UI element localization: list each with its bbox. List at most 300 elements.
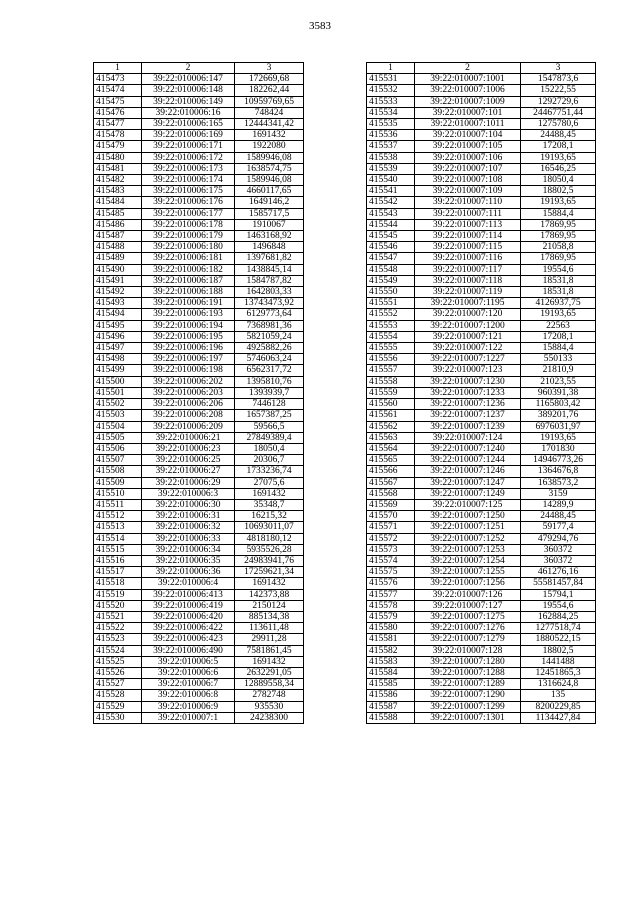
- cadastral-value-cell: 1547873,6: [521, 74, 596, 85]
- cadastral-value-cell: 24488,45: [521, 511, 596, 522]
- row-number-cell: 415530: [94, 712, 142, 723]
- cadastral-number-cell: 39:22:010006:195: [142, 331, 235, 342]
- cadastral-value-cell: 1292729,6: [521, 96, 596, 107]
- cadastral-value-cell: 18531,8: [521, 287, 596, 298]
- table-row: [94, 320, 304, 331]
- table-header-row: [94, 63, 304, 74]
- cadastral-value-cell: 15884,4: [521, 343, 596, 354]
- row-number-cell: 415547: [367, 253, 415, 264]
- row-number-cell: 415542: [367, 197, 415, 208]
- row-number-cell: 415588: [367, 712, 415, 723]
- cadastral-number-cell: 39:22:010006:29: [142, 477, 235, 488]
- cadastral-number-cell: 39:22:010007:1237: [415, 410, 521, 421]
- cadastral-number-cell: 39:22:010007:1244: [415, 455, 521, 466]
- table-row: [94, 567, 304, 578]
- cadastral-value-cell: 14289,9: [521, 499, 596, 510]
- cadastral-value-cell: 15222,55: [521, 85, 596, 96]
- cadastral-number-cell: 39:22:010006:176: [142, 197, 235, 208]
- table-row: [94, 667, 304, 678]
- cadastral-value-cell: 1657387,25: [235, 410, 304, 421]
- row-number-cell: 415558: [367, 376, 415, 387]
- table-row: [94, 455, 304, 466]
- cadastral-number-cell: 39:22:010006:171: [142, 141, 235, 152]
- row-number-cell: 415508: [94, 466, 142, 477]
- cadastral-value-cell: 1585717,5: [235, 208, 304, 219]
- row-number-cell: 415485: [94, 208, 142, 219]
- cadastral-number-cell: 39:22:010007:1006: [415, 85, 521, 96]
- cadastral-number-cell: 39:22:010007:127: [415, 600, 521, 611]
- cadastral-value-cell: 1701830: [521, 443, 596, 454]
- cadastral-value-cell: 27849389,4: [235, 432, 304, 443]
- table-row: [94, 231, 304, 242]
- row-number-cell: 415491: [94, 275, 142, 286]
- cadastral-value-cell: 2632291,05: [235, 667, 304, 678]
- cadastral-value-cell: 6129773,64: [235, 309, 304, 320]
- page-number: 3583: [309, 20, 331, 32]
- cadastral-number-cell: 39:22:010007:122: [415, 343, 521, 354]
- table-row: [367, 690, 596, 701]
- table-row: [94, 175, 304, 186]
- cadastral-number-cell: 39:22:010006:4: [142, 578, 235, 589]
- cadastral-number-cell: 39:22:010006:9: [142, 701, 235, 712]
- row-number-cell: 415569: [367, 499, 415, 510]
- table-row: [94, 712, 304, 723]
- table-row: [94, 163, 304, 174]
- table-row: [367, 567, 596, 578]
- cadastral-value-cell: 17208,1: [521, 141, 596, 152]
- cadastral-value-cell: 162884,25: [521, 611, 596, 622]
- cadastral-number-cell: 39:22:010007:121: [415, 331, 521, 342]
- row-number-cell: 415497: [94, 343, 142, 354]
- row-number-cell: 415512: [94, 511, 142, 522]
- cadastral-number-cell: 39:22:010006:6: [142, 667, 235, 678]
- cadastral-value-cell: 935530: [235, 701, 304, 712]
- cadastral-value-cell: 135: [521, 690, 596, 701]
- cadastral-number-cell: 39:22:010006:413: [142, 589, 235, 600]
- row-number-cell: 415504: [94, 421, 142, 432]
- column-header-1: 1: [367, 63, 415, 74]
- cadastral-table-left: [93, 62, 304, 724]
- row-number-cell: 415576: [367, 578, 415, 589]
- cadastral-number-cell: 39:22:010006:420: [142, 611, 235, 622]
- cadastral-value-cell: 15884,4: [521, 208, 596, 219]
- cadastral-value-cell: 16546,25: [521, 163, 596, 174]
- table-row: [94, 511, 304, 522]
- cadastral-number-cell: 39:22:010007:119: [415, 287, 521, 298]
- cadastral-number-cell: 39:22:010007:1246: [415, 466, 521, 477]
- table-row: [94, 309, 304, 320]
- cadastral-value-cell: 1584787,82: [235, 275, 304, 286]
- table-row: [94, 141, 304, 152]
- cadastral-number-cell: 39:22:010007:1280: [415, 656, 521, 667]
- cadastral-number-cell: 39:22:010006:203: [142, 387, 235, 398]
- table-row: [367, 208, 596, 219]
- table-row: [94, 119, 304, 130]
- cadastral-number-cell: 39:22:010007:1236: [415, 399, 521, 410]
- table-row: [367, 645, 596, 656]
- row-number-cell: 415510: [94, 488, 142, 499]
- table-row: [94, 421, 304, 432]
- cadastral-value-cell: 1395810,76: [235, 376, 304, 387]
- table-row: [367, 600, 596, 611]
- row-number-cell: 415585: [367, 679, 415, 690]
- cadastral-number-cell: 39:22:010007:1290: [415, 690, 521, 701]
- row-number-cell: 415515: [94, 544, 142, 555]
- row-number-cell: 415575: [367, 567, 415, 578]
- row-number-cell: 415568: [367, 488, 415, 499]
- cadastral-number-cell: 39:22:010006:27: [142, 466, 235, 477]
- cadastral-value-cell: 1589946,08: [235, 175, 304, 186]
- row-number-cell: 415484: [94, 197, 142, 208]
- cadastral-number-cell: 39:22:010007:1301: [415, 712, 521, 723]
- cadastral-value-cell: 17208,1: [521, 331, 596, 342]
- cadastral-number-cell: 39:22:010006:5: [142, 656, 235, 667]
- cadastral-value-cell: 6976031,97: [521, 421, 596, 432]
- cadastral-number-cell: 39:22:010007:1275: [415, 611, 521, 622]
- table-row: [94, 287, 304, 298]
- cadastral-value-cell: 2150124: [235, 600, 304, 611]
- cadastral-value-cell: 5821059,24: [235, 331, 304, 342]
- cadastral-number-cell: 39:22:010007:124: [415, 432, 521, 443]
- cadastral-number-cell: 39:22:010007:1: [142, 712, 235, 723]
- cadastral-number-cell: 39:22:010007:126: [415, 589, 521, 600]
- table-row: [367, 555, 596, 566]
- row-number-cell: 415538: [367, 152, 415, 163]
- row-number-cell: 415511: [94, 499, 142, 510]
- table-row: [94, 679, 304, 690]
- table-row: [94, 208, 304, 219]
- table-row: [367, 175, 596, 186]
- row-number-cell: 415563: [367, 432, 415, 443]
- cadastral-value-cell: 360372: [521, 555, 596, 566]
- row-number-cell: 415500: [94, 376, 142, 387]
- cadastral-number-cell: 39:22:010006:198: [142, 365, 235, 376]
- table-row: [367, 399, 596, 410]
- row-number-cell: 415498: [94, 354, 142, 365]
- row-number-cell: 415486: [94, 219, 142, 230]
- row-number-cell: 415584: [367, 667, 415, 678]
- cadastral-number-cell: 39:22:010006:180: [142, 242, 235, 253]
- table-row: [367, 365, 596, 376]
- cadastral-value-cell: 479294,76: [521, 533, 596, 544]
- cadastral-value-cell: 1733236,74: [235, 466, 304, 477]
- cadastral-value-cell: 22563: [521, 320, 596, 331]
- table-row: [367, 231, 596, 242]
- row-number-cell: 415560: [367, 399, 415, 410]
- cadastral-value-cell: 12444341,42: [235, 119, 304, 130]
- cadastral-value-cell: 27075,6: [235, 477, 304, 488]
- table-row: [94, 354, 304, 365]
- row-number-cell: 415586: [367, 690, 415, 701]
- cadastral-number-cell: 39:22:010007:108: [415, 175, 521, 186]
- row-number-cell: 415480: [94, 152, 142, 163]
- table-row: [367, 107, 596, 118]
- table-row: [94, 690, 304, 701]
- cadastral-value-cell: 21810,9: [521, 365, 596, 376]
- table-row: [367, 96, 596, 107]
- table-row: [94, 275, 304, 286]
- cadastral-value-cell: 24238300: [235, 712, 304, 723]
- row-number-cell: 415522: [94, 623, 142, 634]
- cadastral-number-cell: 39:22:010006:179: [142, 231, 235, 242]
- cadastral-number-cell: 39:22:010007:128: [415, 645, 521, 656]
- cadastral-value-cell: 10693011,07: [235, 522, 304, 533]
- table-row: [367, 152, 596, 163]
- cadastral-value-cell: 21023,55: [521, 376, 596, 387]
- cadastral-number-cell: 39:22:010007:1233: [415, 387, 521, 398]
- table-row: [367, 264, 596, 275]
- cadastral-number-cell: 39:22:010006:149: [142, 96, 235, 107]
- cadastral-value-cell: 14946773,26: [521, 455, 596, 466]
- row-number-cell: 415552: [367, 309, 415, 320]
- row-number-cell: 415509: [94, 477, 142, 488]
- cadastral-number-cell: 39:22:010006:182: [142, 264, 235, 275]
- row-number-cell: 415537: [367, 141, 415, 152]
- table-row: [94, 107, 304, 118]
- row-number-cell: 415478: [94, 130, 142, 141]
- table-row: [367, 275, 596, 286]
- cadastral-number-cell: 39:22:010006:7: [142, 679, 235, 690]
- cadastral-number-cell: 39:22:010007:101: [415, 107, 521, 118]
- table-row: [94, 399, 304, 410]
- table-row: [367, 141, 596, 152]
- row-number-cell: 415493: [94, 298, 142, 309]
- cadastral-value-cell: 1638573,2: [521, 477, 596, 488]
- cadastral-value-cell: 4126937,75: [521, 298, 596, 309]
- row-number-cell: 415578: [367, 600, 415, 611]
- table-row: [367, 544, 596, 555]
- cadastral-number-cell: 39:22:010007:1256: [415, 578, 521, 589]
- cadastral-value-cell: 182262,44: [235, 85, 304, 96]
- row-number-cell: 415582: [367, 645, 415, 656]
- cadastral-number-cell: 39:22:010007:1288: [415, 667, 521, 678]
- cadastral-number-cell: 39:22:010006:148: [142, 85, 235, 96]
- cadastral-number-cell: 39:22:010007:1253: [415, 544, 521, 555]
- cadastral-number-cell: 39:22:010007:116: [415, 253, 521, 264]
- table-row: [94, 701, 304, 712]
- row-number-cell: 415550: [367, 287, 415, 298]
- cadastral-number-cell: 39:22:010007:1200: [415, 320, 521, 331]
- row-number-cell: 415562: [367, 421, 415, 432]
- cadastral-number-cell: 39:22:010006:31: [142, 511, 235, 522]
- row-number-cell: 415506: [94, 443, 142, 454]
- cadastral-value-cell: 7446128: [235, 399, 304, 410]
- row-number-cell: 415559: [367, 387, 415, 398]
- row-number-cell: 415523: [94, 634, 142, 645]
- table-row: [94, 499, 304, 510]
- table-row: [367, 634, 596, 645]
- table-row: [94, 410, 304, 421]
- table-row: [94, 533, 304, 544]
- row-number-cell: 415473: [94, 74, 142, 85]
- cadastral-number-cell: 39:22:010006:178: [142, 219, 235, 230]
- cadastral-value-cell: 59566,5: [235, 421, 304, 432]
- cadastral-number-cell: 39:22:010007:1249: [415, 488, 521, 499]
- cadastral-value-cell: 4925882,26: [235, 343, 304, 354]
- table-row: [367, 85, 596, 96]
- cadastral-number-cell: 39:22:010006:25: [142, 455, 235, 466]
- table-row: [367, 656, 596, 667]
- cadastral-value-cell: 18531,8: [521, 275, 596, 286]
- table-body-right: [367, 74, 596, 724]
- table-row: [367, 242, 596, 253]
- cadastral-value-cell: 8200229,85: [521, 701, 596, 712]
- cadastral-number-cell: 39:22:010006:490: [142, 645, 235, 656]
- row-number-cell: 415518: [94, 578, 142, 589]
- table-row: [94, 443, 304, 454]
- cadastral-number-cell: 39:22:010006:188: [142, 287, 235, 298]
- table-row: [367, 343, 596, 354]
- cadastral-number-cell: 39:22:010007:104: [415, 130, 521, 141]
- table-row: [94, 645, 304, 656]
- table-row: [94, 522, 304, 533]
- cadastral-number-cell: 39:22:010006:209: [142, 421, 235, 432]
- table-row: [367, 331, 596, 342]
- cadastral-number-cell: 39:22:010007:114: [415, 231, 521, 242]
- cadastral-value-cell: 12889558,34: [235, 679, 304, 690]
- cadastral-number-cell: 39:22:010007:113: [415, 219, 521, 230]
- table-row: [94, 578, 304, 589]
- table-row: [94, 477, 304, 488]
- table-row: [94, 264, 304, 275]
- cadastral-value-cell: 19554,6: [521, 600, 596, 611]
- cadastral-value-cell: 1275780,6: [521, 119, 596, 130]
- row-number-cell: 415540: [367, 175, 415, 186]
- cadastral-value-cell: 1397681,82: [235, 253, 304, 264]
- table-row: [367, 421, 596, 432]
- row-number-cell: 415571: [367, 522, 415, 533]
- row-number-cell: 415528: [94, 690, 142, 701]
- cadastral-value-cell: 15794,1: [521, 589, 596, 600]
- cadastral-number-cell: 39:22:010006:187: [142, 275, 235, 286]
- row-number-cell: 415573: [367, 544, 415, 555]
- cadastral-value-cell: 17259621,34: [235, 567, 304, 578]
- row-number-cell: 415555: [367, 343, 415, 354]
- cadastral-value-cell: 1438845,14: [235, 264, 304, 275]
- table-row: [94, 432, 304, 443]
- table-row: [94, 85, 304, 96]
- row-number-cell: 415507: [94, 455, 142, 466]
- row-number-cell: 415492: [94, 287, 142, 298]
- cadastral-number-cell: 39:22:010006:202: [142, 376, 235, 387]
- cadastral-value-cell: 1316624,8: [521, 679, 596, 690]
- cadastral-value-cell: 1134427,84: [521, 712, 596, 723]
- cadastral-number-cell: 39:22:010007:117: [415, 264, 521, 275]
- row-number-cell: 415577: [367, 589, 415, 600]
- cadastral-value-cell: 1691432: [235, 488, 304, 499]
- row-number-cell: 415564: [367, 443, 415, 454]
- table-row: [367, 197, 596, 208]
- table-row: [94, 186, 304, 197]
- cadastral-value-cell: 5746063,24: [235, 354, 304, 365]
- cadastral-value-cell: 1691432: [235, 130, 304, 141]
- table-row: [367, 477, 596, 488]
- table-row: [367, 499, 596, 510]
- table-row: [367, 712, 596, 723]
- cadastral-number-cell: 39:22:010007:1009: [415, 96, 521, 107]
- cadastral-value-cell: 35348,7: [235, 499, 304, 510]
- table-row: [94, 634, 304, 645]
- table-row: [94, 611, 304, 622]
- row-number-cell: 415554: [367, 331, 415, 342]
- column-header-2: 2: [142, 63, 235, 74]
- cadastral-number-cell: 39:22:010007:111: [415, 208, 521, 219]
- row-number-cell: 415534: [367, 107, 415, 118]
- cadastral-number-cell: 39:22:010007:1250: [415, 511, 521, 522]
- cadastral-number-cell: 39:22:010006:208: [142, 410, 235, 421]
- cadastral-number-cell: 39:22:010006:173: [142, 163, 235, 174]
- table-row: [367, 589, 596, 600]
- table-row: [367, 623, 596, 634]
- cadastral-number-cell: 39:22:010007:1240: [415, 443, 521, 454]
- cadastral-number-cell: 39:22:010006:3: [142, 488, 235, 499]
- cadastral-value-cell: 1364676,8: [521, 466, 596, 477]
- column-header-1: 1: [94, 63, 142, 74]
- cadastral-value-cell: 1463168,92: [235, 231, 304, 242]
- cadastral-value-cell: 1165803,42: [521, 399, 596, 410]
- cadastral-number-cell: 39:22:010006:174: [142, 175, 235, 186]
- table-row: [367, 410, 596, 421]
- cadastral-value-cell: 960391,38: [521, 387, 596, 398]
- row-number-cell: 415583: [367, 656, 415, 667]
- row-number-cell: 415502: [94, 399, 142, 410]
- cadastral-number-cell: 39:22:010006:8: [142, 690, 235, 701]
- row-number-cell: 415574: [367, 555, 415, 566]
- row-number-cell: 415476: [94, 107, 142, 118]
- cadastral-value-cell: 4818180,12: [235, 533, 304, 544]
- cadastral-number-cell: 39:22:010007:110: [415, 197, 521, 208]
- cadastral-value-cell: 6562317,72: [235, 365, 304, 376]
- cadastral-number-cell: 39:22:010006:175: [142, 186, 235, 197]
- row-number-cell: 415513: [94, 522, 142, 533]
- row-number-cell: 415535: [367, 119, 415, 130]
- row-number-cell: 415487: [94, 231, 142, 242]
- table-row: [367, 432, 596, 443]
- cadastral-value-cell: 5935526,28: [235, 544, 304, 555]
- row-number-cell: 415572: [367, 533, 415, 544]
- row-number-cell: 415495: [94, 320, 142, 331]
- cadastral-value-cell: 19554,6: [521, 264, 596, 275]
- row-number-cell: 415557: [367, 365, 415, 376]
- table-row: [367, 219, 596, 230]
- cadastral-number-cell: 39:22:010007:118: [415, 275, 521, 286]
- cadastral-number-cell: 39:22:010007:115: [415, 242, 521, 253]
- cadastral-number-cell: 39:22:010006:23: [142, 443, 235, 454]
- cadastral-number-cell: 39:22:010006:147: [142, 74, 235, 85]
- cadastral-value-cell: 360372: [521, 544, 596, 555]
- row-number-cell: 415526: [94, 667, 142, 678]
- cadastral-number-cell: 39:22:010007:123: [415, 365, 521, 376]
- row-number-cell: 415475: [94, 96, 142, 107]
- cadastral-value-cell: 1922080: [235, 141, 304, 152]
- cadastral-number-cell: 39:22:010006:196: [142, 343, 235, 354]
- table-row: [94, 555, 304, 566]
- table-row: [94, 298, 304, 309]
- cadastral-value-cell: 7368981,36: [235, 320, 304, 331]
- row-number-cell: 415529: [94, 701, 142, 712]
- table-row: [367, 186, 596, 197]
- cadastral-value-cell: 1649146,2: [235, 197, 304, 208]
- cadastral-number-cell: 39:22:010007:1254: [415, 555, 521, 566]
- table-row: [94, 253, 304, 264]
- table-row: [367, 701, 596, 712]
- cadastral-number-cell: 39:22:010006:422: [142, 623, 235, 634]
- cadastral-value-cell: 1910067: [235, 219, 304, 230]
- cadastral-value-cell: 2782748: [235, 690, 304, 701]
- cadastral-value-cell: 16215,32: [235, 511, 304, 522]
- row-number-cell: 415556: [367, 354, 415, 365]
- cadastral-value-cell: 59177,4: [521, 522, 596, 533]
